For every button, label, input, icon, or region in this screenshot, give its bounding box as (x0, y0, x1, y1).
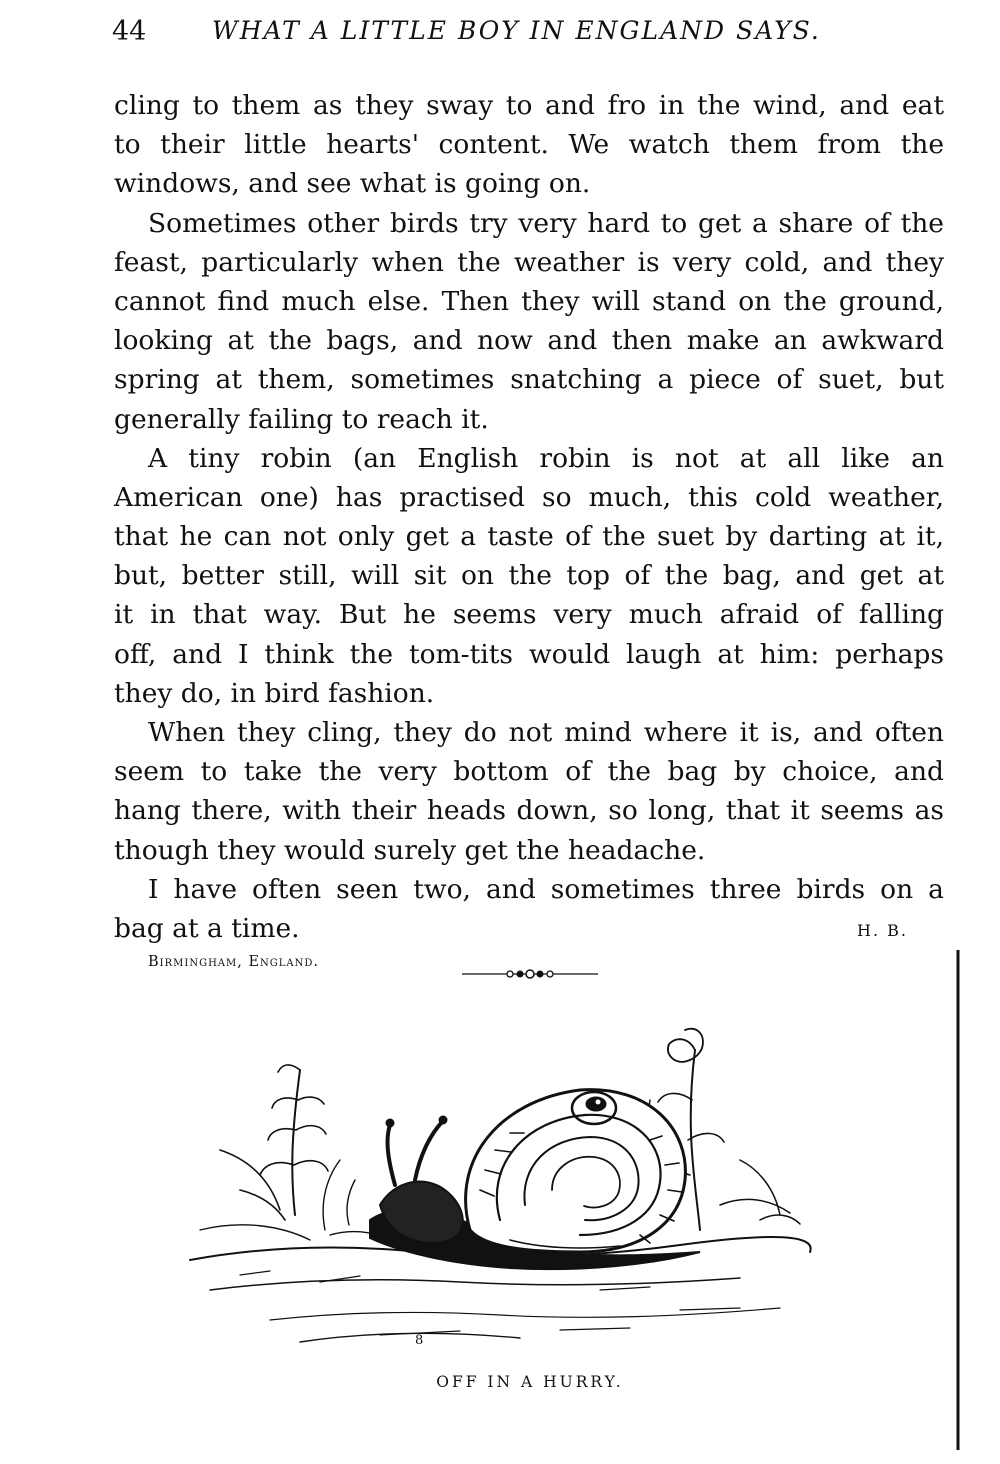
text-line: looking at the bags, and now and then make an awkward (114, 325, 944, 357)
page-number: 44 (112, 16, 147, 47)
text-line: spring at them, sometimes snatching a piece of suet, but (114, 364, 944, 396)
running-head: WHAT A LITTLE BOY IN ENGLAND SAYS. (212, 16, 821, 45)
text-line: feast, particularly when the weather is very cold, and they (114, 246, 944, 278)
closing-line (114, 909, 944, 948)
ornament-divider (460, 965, 600, 983)
page-header (112, 12, 942, 52)
text-line: it in that way. But he seems very much afraid of falling (114, 599, 944, 631)
illustration-caption: OFF IN A HURRY. (436, 1373, 624, 1391)
signature: H. B. (857, 920, 908, 940)
margin-rule (955, 950, 961, 1450)
body-text (114, 86, 944, 948)
text-line: though they would surely get the headache. (114, 834, 706, 866)
text-line: I have often seen two, and sometimes three birds on a (148, 873, 944, 905)
text-line: When they cling, they do not mind where it is, and often (148, 717, 944, 748)
text-line: Sometimes other birds try very hard to get a share of the (148, 207, 944, 239)
text-line: cannot find much else. Then they will stand on the ground, (114, 285, 944, 317)
text-line: A tiny robin (an English robin is not at all like an (148, 442, 944, 474)
text-line: hang there, with their heads down, so long, that it seems as (114, 795, 944, 827)
text-line: that he can not only get a taste of the suet by darting at it, (114, 521, 944, 553)
text-line: cling to them as they sway to and fro in the wind, and eat (114, 90, 944, 121)
engraving-inscription: 8 (415, 1333, 424, 1348)
text-line: off, and I think the tom-tits would laugh at him: perhaps (114, 638, 944, 670)
text-line: they do, in bird fashion. (114, 677, 435, 709)
text-line: bag at a time. (114, 912, 300, 944)
text-line: American one) has practised so much, this cold weather, (114, 481, 944, 513)
text-line: but, better still, will sit on the top of the bag, and get at (114, 560, 944, 592)
text-line: seem to take the very bottom of the bag by choice, and (114, 756, 944, 788)
text-line: to their little hearts' content. We watch them from the (114, 129, 944, 161)
snail-illustration (180, 990, 820, 1360)
text-line: windows, and see what is going on. (114, 168, 591, 200)
text-line: generally failing to reach it. (114, 403, 489, 435)
place-line: Birmingham, England. (148, 954, 320, 970)
